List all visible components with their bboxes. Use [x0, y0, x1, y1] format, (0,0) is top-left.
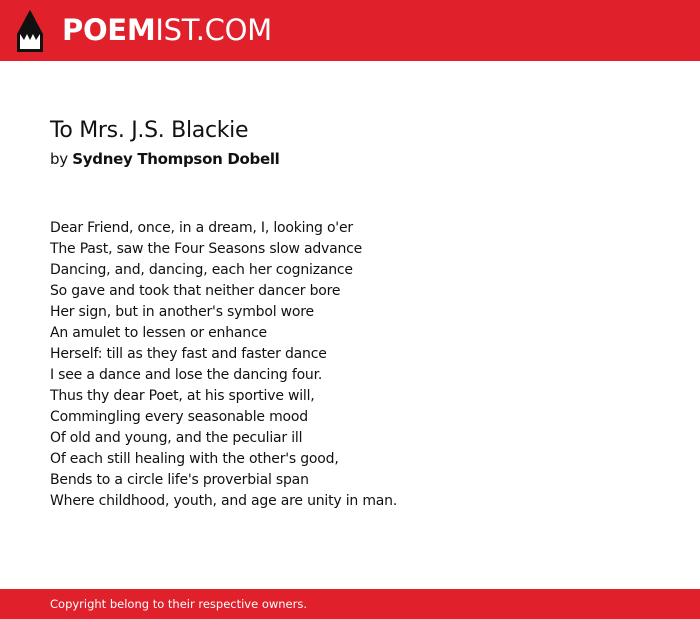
poem-line: Herself: till as they fast and faster dance: [50, 346, 327, 362]
pencil-icon: [17, 10, 43, 52]
poem-line: The Past, saw the Four Seasons slow advance: [50, 241, 363, 257]
poem-line: Dancing, and, dancing, each her cognizance: [50, 262, 353, 278]
poem-body: [50, 218, 397, 512]
poem-line: Where childhood, youth, and age are unity in man.: [50, 493, 398, 509]
poem-line: Dear Friend, once, in a dream, I, looking o'er: [50, 220, 353, 236]
byline: [50, 148, 280, 170]
author-name: Sydney Thompson Dobell: [72, 150, 280, 168]
byline-label: by: [50, 150, 68, 168]
poem-line: Of each still healing with the other's good,: [50, 451, 339, 467]
site-footer: [0, 589, 700, 619]
logo-text-bold: POEM: [62, 13, 156, 47]
poem-line: Thus thy dear Poet, at his sportive will,: [50, 388, 315, 404]
poem-line: So gave and took that neither dancer bore: [50, 283, 341, 299]
site-header: [0, 0, 700, 61]
site-logo[interactable]: [62, 12, 272, 48]
poem-line: Of old and young, and the peculiar ill: [50, 430, 303, 446]
poem-title: To Mrs. J.S. Blackie: [50, 118, 249, 143]
poem-line: Commingling every seasonable mood: [50, 409, 308, 425]
copyright-text: Copyright belong to their respective owners.: [50, 597, 308, 611]
poem-line: Bends to a circle life's proverbial span: [50, 472, 309, 488]
logo-text-light: IST.COM: [155, 13, 272, 47]
poem-line: Her sign, but in another's symbol wore: [50, 304, 314, 320]
poem-line: I see a dance and lose the dancing four.: [50, 367, 323, 383]
poem-line: An amulet to lessen or enhance: [50, 325, 267, 341]
